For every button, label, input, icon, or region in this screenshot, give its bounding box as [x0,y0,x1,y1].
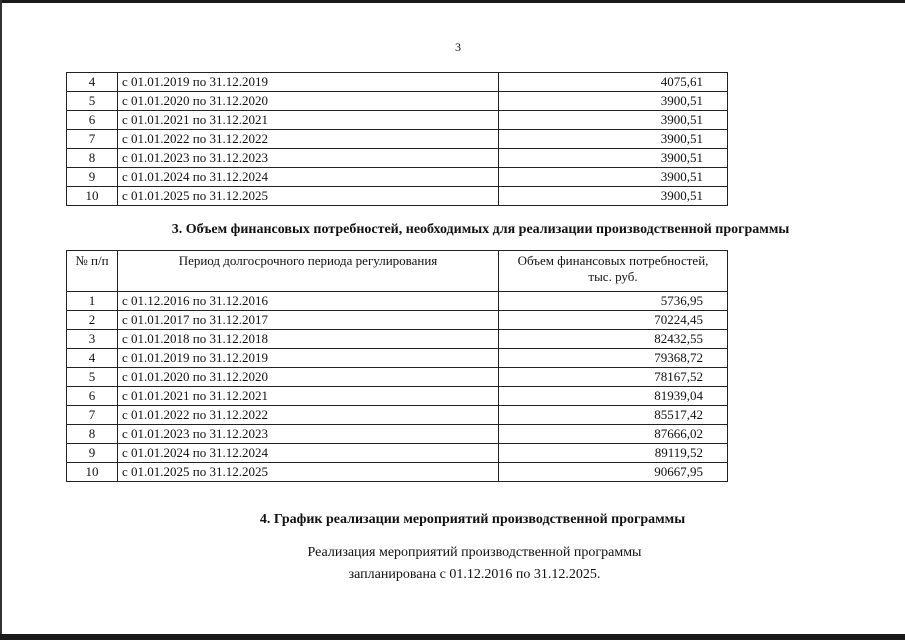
row-value: 3900,51 [499,92,728,111]
row-number: 6 [67,111,118,130]
row-number: 3 [67,330,118,349]
row-period: с 01.01.2017 по 31.12.2017 [118,311,499,330]
row-period: с 01.01.2020 по 31.12.2020 [118,92,499,111]
row-number: 7 [67,406,118,425]
row-number: 8 [67,149,118,168]
table-row [67,387,728,406]
row-number: 9 [67,168,118,187]
row-number: 7 [67,130,118,149]
table-row [67,406,728,425]
row-value: 3900,51 [499,149,728,168]
table-row [67,311,728,330]
row-value: 4075,61 [499,73,728,92]
row-value: 78167,52 [499,368,728,387]
scan-border-left [0,0,2,640]
row-value: 89119,52 [499,444,728,463]
row-value: 79368,72 [499,349,728,368]
row-value: 81939,04 [499,387,728,406]
table-row [67,349,728,368]
header-value-line2: тыс. руб. [588,269,638,284]
section-3-heading: 3. Объем финансовых потребностей, необходимых для реализации производственной программы [171,222,790,237]
schedule-text-line-2: запланирована с 01.12.2016 по 31.12.2025. [348,567,601,582]
table-continued-body [67,73,728,206]
row-number: 10 [67,463,118,482]
row-period: с 01.12.2016 по 31.12.2016 [118,292,499,311]
row-number: 1 [67,292,118,311]
page-number: 3 [455,40,461,54]
header-value-line1: Объем финансовых потребностей, [517,253,709,268]
table-row [67,168,728,187]
table-row [67,111,728,130]
table-row [67,92,728,111]
row-number: 10 [67,187,118,206]
table-row [67,130,728,149]
table-row [67,463,728,482]
row-number: 2 [67,311,118,330]
row-number: 4 [67,73,118,92]
row-period: с 01.01.2023 по 31.12.2023 [118,149,499,168]
section-4-heading: 4. График реализации мероприятий производственной программы [259,512,686,527]
row-period: с 01.01.2018 по 31.12.2018 [118,330,499,349]
row-value: 3900,51 [499,187,728,206]
row-value: 87666,02 [499,425,728,444]
table-row [67,292,728,311]
row-period: с 01.01.2024 по 31.12.2024 [118,168,499,187]
row-value: 85517,42 [499,406,728,425]
row-value: 3900,51 [499,130,728,149]
row-value: 70224,45 [499,311,728,330]
row-period: с 01.01.2022 по 31.12.2022 [118,406,499,425]
row-period: с 01.01.2021 по 31.12.2021 [118,387,499,406]
row-number: 6 [67,387,118,406]
table-continued [66,72,728,206]
table-row [67,444,728,463]
header-period: Период долгосрочного периода регулирования [118,251,499,292]
row-period: с 01.01.2022 по 31.12.2022 [118,130,499,149]
row-value: 82432,55 [499,330,728,349]
financial-needs-table-body [67,251,728,482]
table-row [67,330,728,349]
table-row [67,368,728,387]
row-number: 4 [67,349,118,368]
row-number: 5 [67,92,118,111]
financial-needs-table [66,250,728,482]
row-period: с 01.01.2021 по 31.12.2021 [118,111,499,130]
row-period: с 01.01.2023 по 31.12.2023 [118,425,499,444]
scan-border-bottom [0,634,905,640]
header-num: № п/п [67,251,118,292]
row-number: 5 [67,368,118,387]
row-number: 8 [67,425,118,444]
table-row [67,187,728,206]
row-period: с 01.01.2019 по 31.12.2019 [118,349,499,368]
row-value: 90667,95 [499,463,728,482]
row-period: с 01.01.2020 по 31.12.2020 [118,368,499,387]
row-value: 3900,51 [499,111,728,130]
row-value: 3900,51 [499,168,728,187]
row-value: 5736,95 [499,292,728,311]
header-value [499,251,728,292]
row-period: с 01.01.2025 по 31.12.2025 [118,187,499,206]
schedule-text-line-1: Реализация мероприятий производственной программы [307,545,642,560]
table-row [67,425,728,444]
row-period: с 01.01.2024 по 31.12.2024 [118,444,499,463]
row-period: с 01.01.2025 по 31.12.2025 [118,463,499,482]
row-number: 9 [67,444,118,463]
table-row [67,73,728,92]
scan-border-top [0,0,905,3]
row-period: с 01.01.2019 по 31.12.2019 [118,73,499,92]
table-row [67,149,728,168]
table-header-row [67,251,728,292]
